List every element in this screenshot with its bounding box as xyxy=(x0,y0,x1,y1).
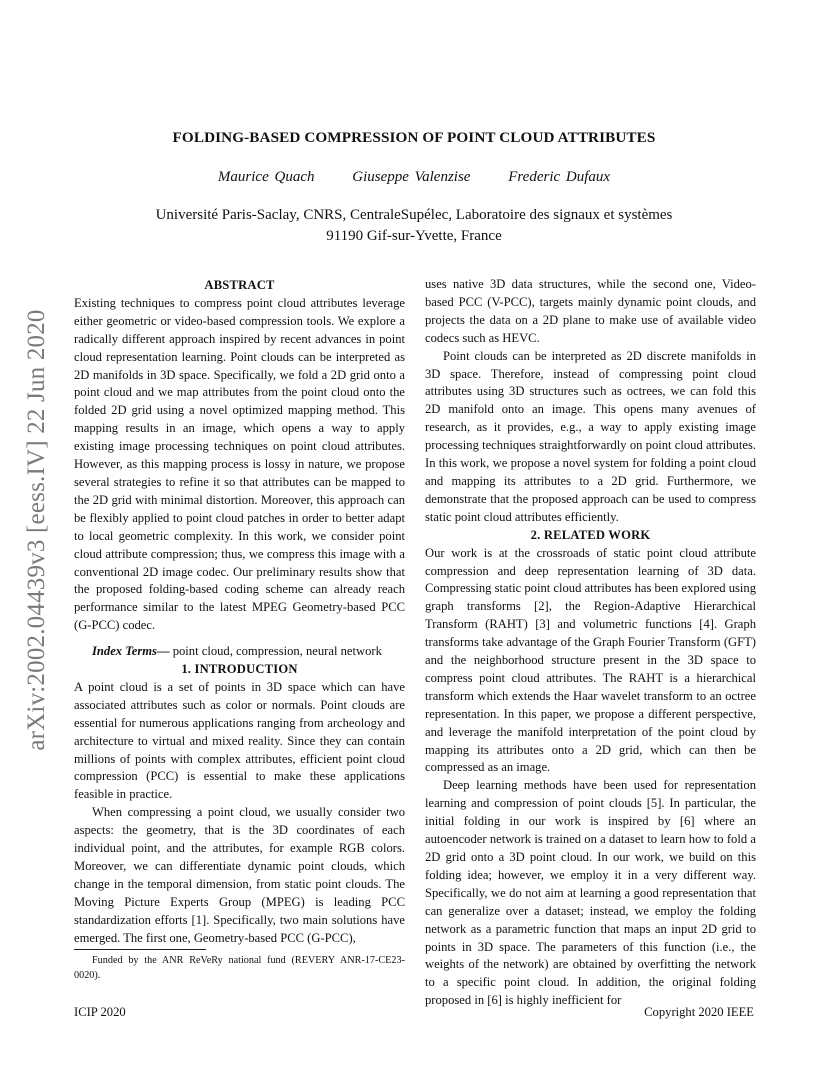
affiliation xyxy=(0,205,828,247)
copyright-notice: Copyright 2020 IEEE xyxy=(644,1005,754,1019)
author-1: Maurice Quach xyxy=(217,169,315,185)
abstract-text: Existing techniques to compress point cloud attributes leverage either geometric or video-based compression tools. We explore a radically different approach inspired by recent advances in point cloud representation learning. Point clouds can be interpreted as 2D manifolds in 3D space. Specifically, we fold a 2D grid onto a point cloud and we map attributes from the point cloud onto the folded 2D grid using a novel optimized mapping method. This mapping results in an image, which opens a way to apply existing image processing techniques on point cloud attributes. However, as this mapping process is lossy in nature, we propose several strategies to refine it so that attributes can be mapped to the 2D grid with minimal distortion. Moreover, this approach can be flexibly applied to point cloud patches in order to better adapt to local geometric complexity. In this work, we consider point cloud attribute compression; thus, we compress this image with a conventional 2D image codec. Our preliminary results show that the proposed folding-based coding scheme can already reach performance similar to the latest MPEG Geometry-based PCC (G-PCC) codec. xyxy=(74,295,405,633)
intro-paragraph-2: When compressing a point cloud, we usually consider two aspects: the geometry, that is the 3D coordinates of each individual point, and the attributes, for example RGB colors. Moreover, we can differentiate dynamic point clouds, which change in the temporal dimension, from static point clouds. The Moving Picture Experts Group (MPEG) is leading PCC standardization efforts [1]. Specifically, two main solutions have emerged. The first one, Geometry-based PCC (G-PCC), xyxy=(74,805,405,945)
author-3: Frederic Dufaux xyxy=(508,169,611,185)
affiliation-line-2: 91190 Gif-sur-Yvette, France xyxy=(326,228,502,244)
related-paragraph-2: Deep learning methods have been used for representation learning and compression of point clouds [5]. In particular, the initial folding in our work is inspired by [6] where an autoencoder network is trained on a dataset to learn how to fold a 2D grid onto a 3D point cloud. In our work, we build on this folding idea; however, we employ it in a very different way. Specifically, we do not aim at learning a good representation that can generalize over a dataset; instead, we employ the folding network as a parametric function that maps an input 2D grid to points in 3D space. The parameters of this function (i.e., the weights of the network) are obtained by overfitting the network to a specific point cloud. In addition, the original folding proposed in [6] is highly inefficient for xyxy=(425,778,756,1008)
affiliation-line-1: Université Paris-Saclay, CNRS, CentraleSupélec, Laboratoire des signaux et systèmes xyxy=(155,207,673,223)
arxiv-identifier xyxy=(22,285,52,775)
index-terms-label: Index Terms— xyxy=(92,644,170,659)
left-column xyxy=(74,277,405,948)
intro-paragraph-1: A point cloud is a set of points in 3D space which can have associated attributes such as color or normals. Point clouds are essential for numerous applications ranging from archeology and architecture to virtual and mixed reality. Since they can contain millions of points with complex attributes, efficient point cloud compression (PCC) is essential to make these applications feasible in practice. xyxy=(74,679,405,802)
author-list xyxy=(0,169,828,186)
index-terms xyxy=(74,643,405,661)
right-column xyxy=(425,276,756,1010)
index-terms-text: point cloud, compression, neural network xyxy=(169,644,382,659)
related-work-heading: 2. RELATED WORK xyxy=(530,527,651,542)
intro-paragraph-2-continued: uses native 3D data structures, while the second one, Video-based PCC (V-PCC), targets mainly dynamic point clouds, and projects the data on a 2D plane to make use of available video codecs such as HEVC. xyxy=(425,277,756,345)
abstract-heading: ABSTRACT xyxy=(204,278,275,292)
footnote-divider xyxy=(74,949,206,950)
arxiv-identifier-text: arXiv:2002.04439v3 [eess.IV] 22 Jun 2020 xyxy=(23,309,50,751)
paper-title: FOLDING-BASED COMPRESSION OF POINT CLOUD ATTRIBUTES xyxy=(172,129,656,146)
conference-label: ICIP 2020 xyxy=(74,1005,126,1019)
related-paragraph-1: Our work is at the crossroads of static point cloud attribute compression and deep representation learning of 3D data. Compressing static point cloud attributes has been explored using graph transforms [2], the Region-Adaptive Hierarchical Transform (RAHT) [3] and volumetric functions [4]. Graph transforms take advantage of the Graph Fourier Transform (GFT) and the neighborhood structure present in the 3D space to compress point cloud attributes. The RAHT is a hierarchical transform which extends the Haar wavelet transform to an octree representation. In this paper, we propose a different perspective, and leverage the manifold interpretation of the point cloud by mapping its attributes onto a 2D grid, which can then be compressed as an image. xyxy=(425,545,756,775)
footnote: Funded by the ANR ReVeRy national fund (REVERY ANR-17-CE23-0020). xyxy=(74,955,405,981)
author-2: Giuseppe Valenzise xyxy=(352,169,471,185)
introduction-heading: 1. INTRODUCTION xyxy=(181,662,298,677)
intro-paragraph-3: Point clouds can be interpreted as 2D discrete manifolds in 3D space. Therefore, instead of compressing point cloud attributes using 3D structures such as octrees, we can fold this 2D manifold onto an image. This opens many avenues of research, as it provides, e.g., a way to apply existing image processing techniques straightforwardly on point cloud attributes. In this work, we propose a novel system for folding a point cloud and mapping its attributes to a 2D grid. Furthermore, we demonstrate that the proposed approach can be used to compress static point cloud attributes efficiently. xyxy=(425,348,756,524)
